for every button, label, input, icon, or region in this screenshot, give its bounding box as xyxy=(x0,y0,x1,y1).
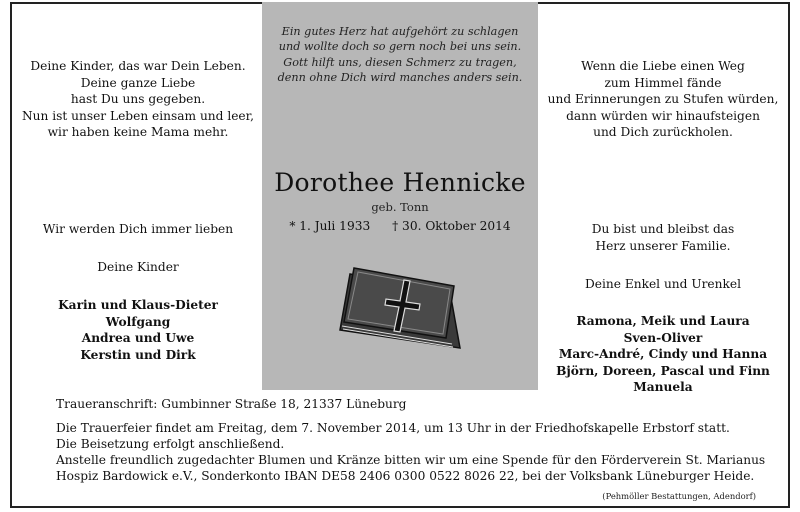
poem-line: Wenn die Liebe einen Weg xyxy=(581,59,745,73)
family-name: Björn, Doreen, Pascal und Finn xyxy=(556,363,770,378)
right-motto xyxy=(543,221,783,254)
notice-line: Anstelle freundlich zugedachter Blumen und Kränze bitten wir um eine Spende für den Förderverein St. Marianus xyxy=(56,453,766,467)
center-quote xyxy=(268,24,532,86)
notice-line: Hospiz Bardowick e.V., Sonderkonto IBAN DE58 2406 0300 0522 8026 22, bei der Volksbank Lüneburger Heide. xyxy=(56,469,755,483)
left-family-group: Deine Kinder xyxy=(97,260,179,274)
poem-line: und Dich zurückholen. xyxy=(593,125,733,140)
life-dates xyxy=(262,219,538,233)
poem-line: wir haben keine Mama mehr. xyxy=(47,125,229,140)
right-poem xyxy=(543,58,783,141)
family-name: Manuela xyxy=(633,380,693,395)
quote-line: Gott hilft uns, diesen Schmerz zu tragen, xyxy=(283,55,517,69)
motto-line: Herz unserer Familie. xyxy=(595,238,731,253)
family-name: Marc-André, Cindy und Hanna xyxy=(558,347,768,362)
born-name: geb. Tonn xyxy=(371,200,429,214)
family-name: Wolfgang xyxy=(105,314,171,329)
poem-line: Deine ganze Liebe xyxy=(80,75,196,90)
motto-line: Du bist und bleibst das xyxy=(591,222,735,236)
poem-line: Deine Kinder, das war Dein Leben. xyxy=(30,59,246,73)
death-date: † 30. Oktober 2014 xyxy=(392,219,511,233)
left-family-names xyxy=(18,297,258,363)
family-name: Kerstin und Dirk xyxy=(80,347,196,362)
poem-line: Nun ist unser Leben einsam und leer, xyxy=(21,108,255,123)
deceased-name: Dorothee Hennicke xyxy=(274,168,526,197)
poem-line: und Erinnerungen zu Stufen würden, xyxy=(547,92,779,107)
funeral-notice xyxy=(56,420,776,484)
family-name: Ramona, Meik und Laura xyxy=(576,314,750,328)
family-name: Andrea und Uwe xyxy=(81,331,195,346)
bible-cross-icon xyxy=(328,262,472,354)
family-name: Sven-Oliver xyxy=(623,330,703,345)
quote-line: Ein gutes Herz hat aufgehört zu schlagen xyxy=(281,25,519,38)
undertaker-credit: (Pehmöller Bestattungen, Adendorf) xyxy=(602,491,756,501)
family-name: Karin und Klaus-Dieter xyxy=(58,298,218,312)
notice-line: Die Trauerfeier findet am Freitag, dem 7. November 2014, um 13 Uhr in der Friedhofskapelle Erbstorf statt. xyxy=(56,421,730,435)
left-motto: Wir werden Dich immer lieben xyxy=(42,222,234,236)
notice-line: Die Beisetzung erfolgt anschließend. xyxy=(56,437,285,451)
left-poem xyxy=(18,58,258,141)
poem-line: zum Himmel fände xyxy=(604,75,722,90)
poem-line: hast Du uns gegeben. xyxy=(70,92,206,107)
right-family-names xyxy=(543,313,783,396)
funeral-address: Traueranschrift: Gumbinner Straße 18, 21337 Lüneburg xyxy=(56,397,407,411)
quote-line: und wollte doch so gern noch bei uns sein. xyxy=(278,40,522,54)
poem-line: dann würden wir hinaufsteigen xyxy=(566,108,760,123)
quote-line: denn ohne Dich wird manches anders sein. xyxy=(277,71,523,85)
birth-date: * 1. Juli 1933 xyxy=(289,219,371,233)
right-family-group: Deine Enkel und Urenkel xyxy=(585,277,741,291)
